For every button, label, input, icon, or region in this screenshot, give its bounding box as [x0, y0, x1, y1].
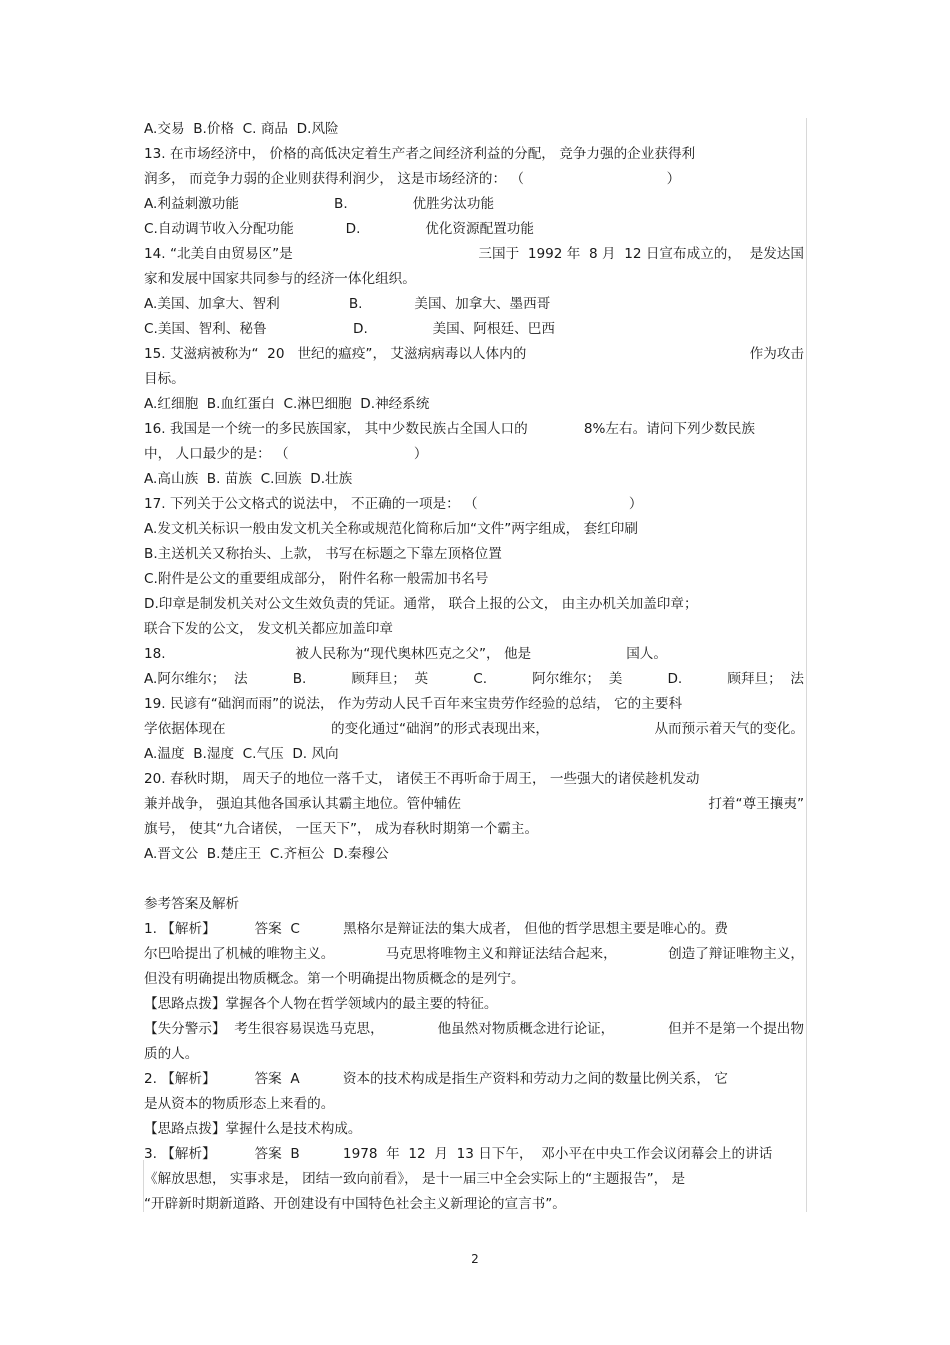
text-segment: 他虽然对物质概念进行论证， [437, 1021, 615, 1037]
text-segment: 15. 艾滋病被称为“ 20 世纪的瘟疫”， 艾滋病病毒以人体内的 [144, 346, 527, 362]
page-number: 2 [471, 1252, 479, 1266]
text-segment: 马克思将唯物主义和辩证法结合起来， [385, 946, 617, 962]
text-line: 参考答案及解析 [144, 896, 240, 912]
text-line: C.美国、智利、秘鲁 D. 美国、阿根廷、巴西 [144, 321, 555, 337]
text-line: “开辟新时期新道路、开创建设有中国特色社会主义新理论的宣言书”。 [144, 1196, 566, 1212]
right-margin-rule [806, 118, 807, 1212]
text-line: A.温度 B.湿度 C.气压 D. 风向 [144, 746, 339, 762]
text-segment: 但并不是第一个提出物 [668, 1021, 804, 1037]
text-line: A.利益刺激功能 B. 优胜劣汰功能 [144, 196, 495, 212]
text-line: 是从资本的物质形态上来看的。 [144, 1096, 335, 1112]
text-segment: 阿尔维尔； 美 [532, 671, 623, 687]
text-line: 但没有明确提出物质概念。第一个明确提出物质概念的是列宁。 [144, 971, 525, 987]
text-line: 13. 在市场经济中， 价格的高低决定着生产者之间经济利益的分配， 竞争力强的企业获得利 [144, 146, 696, 162]
text-segment: 【失分警示】 考生很容易误选马克思， [144, 1021, 384, 1037]
text-segment: 三国于 1992 年 8 月 12 日宣布成立的， 是发达国 [478, 246, 804, 262]
text-segment: 从而预示着天气的变化。 [654, 721, 804, 737]
text-line: 16. 我国是一个统一的多民族国家， 其中少数民族占全国人口的 8%左右。请问下列少数民族 [144, 421, 755, 437]
text-line: A.高山族 B. 苗族 C.回族 D.壮族 [144, 471, 353, 487]
text-line: 2. 【解析】 答案 A 资本的技术构成是指生产资料和劳动力之间的数量比例关系， 它 [144, 1071, 728, 1087]
text-line: A.发文机关标识一般由发文机关全称或规范化简称后加“文件”两字组成， 套红印刷 [144, 521, 638, 537]
text-line [144, 667, 804, 692]
text-line: A.晋文公 B.楚庄王 C.齐桓公 D.秦穆公 [144, 846, 389, 862]
text-line: 中， 人口最少的是： （ ） [144, 446, 428, 462]
document-body [144, 117, 804, 1217]
text-line: A.交易 B.价格 C. 商品 D.风险 [144, 121, 339, 137]
text-line: 联合下发的公文， 发文机关都应加盖印章 [144, 621, 394, 637]
text-line: 润多， 而竞争力弱的企业则获得利润少， 这是市场经济的： （ ） [144, 171, 681, 187]
text-segment: 作为攻击 [749, 346, 804, 362]
blank-line [144, 867, 804, 892]
text-line [144, 942, 804, 967]
text-line [144, 242, 804, 267]
text-line: 1. 【解析】 答案 C 黑格尔是辩证法的集大成者， 但他的哲学思想主要是唯心的。费 [144, 921, 729, 937]
text-line: 家和发展中国家共同参与的经济一体化组织。 [144, 271, 416, 287]
text-segment: A.阿尔维尔； 法 [144, 671, 248, 687]
text-line: 3. 【解析】 答案 B 1978 年 12 月 13 日下午， 邓小平在中央工作会议闭幕会上的讲话 [144, 1146, 773, 1162]
text-segment: B. [292, 671, 307, 687]
text-line [144, 342, 804, 367]
text-line [144, 792, 804, 817]
text-segment: 尔巴哈提出了机械的唯物主义。 [144, 946, 335, 962]
text-segment: 打着“尊王攘夷” [708, 796, 804, 812]
text-line: 旗号， 使其“九合诸侯， 一匡天下”， 成为春秋时期第一个霸主。 [144, 821, 539, 837]
text-segment: 兼并战争， 强迫其他各国承认其霸主地位。管仲辅佐 [144, 796, 461, 812]
text-line: 【思路点拨】掌握什么是技术构成。 [144, 1121, 362, 1137]
text-segment: 学依据体现在 [144, 721, 226, 737]
text-line: 质的人。 [144, 1046, 199, 1062]
text-segment: 顾拜旦； 法 [727, 671, 804, 687]
text-line: A.红细胞 B.血红蛋白 C.淋巴细胞 D.神经系统 [144, 396, 430, 412]
text-line: D.印章是制发机关对公文生效负责的凭证。通常， 联合上报的公文， 由主办机关加盖印章； [144, 596, 698, 612]
text-line [144, 717, 804, 742]
text-line: 19. 民谚有“础润而雨”的说法， 作为劳动人民千百年来宝贵劳作经验的总结， 它的主要科 [144, 696, 683, 712]
text-line: 18. 被人民称为“现代奥林匹克之父”， 他是 国人。 [144, 646, 667, 662]
text-segment: 创造了辩证唯物主义， [668, 946, 804, 962]
text-line: 20. 春秋时期， 周天子的地位一落千丈， 诸侯王不再听命于周王， 一些强大的诸侯趁机发动 [144, 771, 700, 787]
text-line [144, 1017, 804, 1042]
text-segment: 的变化通过“础润”的形式表现出来， [331, 721, 550, 737]
text-segment: C. [473, 671, 488, 687]
text-line: 目标。 [144, 371, 185, 387]
text-line: 《解放思想， 实事求是， 团结一致向前看》， 是十一届三中全会实际上的“主题报告”， 是 [144, 1171, 686, 1187]
text-line: 17. 下列关于公文格式的说法中， 不正确的一项是： （ ） [144, 496, 643, 512]
text-line: 【思路点拨】掌握各个人物在哲学领域内的最主要的特征。 [144, 996, 498, 1012]
text-line: C.附件是公文的重要组成部分， 附件名称一般需加书名号 [144, 571, 489, 587]
text-line: C.自动调节收入分配功能 D. 优化资源配置功能 [144, 221, 534, 237]
text-segment: 14. “北美自由贸易区”是 [144, 246, 293, 262]
text-line: B.主送机关又称抬头、上款， 书写在标题之下靠左顶格位置 [144, 546, 502, 562]
text-line: A.美国、加拿大、智利 B. 美国、加拿大、墨西哥 [144, 296, 551, 312]
text-segment: 顾拜旦； 英 [351, 671, 429, 687]
text-segment: D. [667, 671, 683, 687]
